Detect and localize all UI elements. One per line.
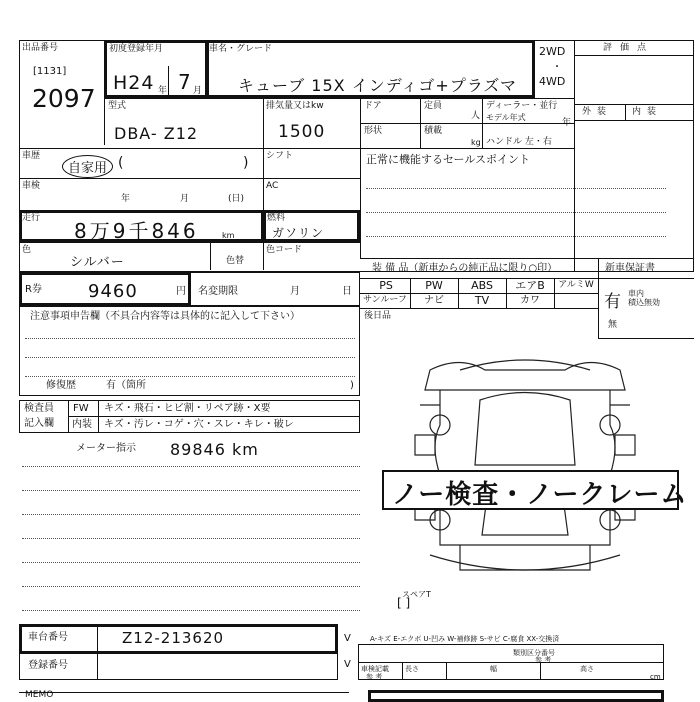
car-diagram	[400, 345, 650, 585]
displacement-label: 排気量又はkw	[266, 101, 324, 111]
bottom-col2: 長さ	[405, 665, 419, 673]
model-label: 型式	[108, 101, 127, 111]
equip-pw: PW	[425, 279, 443, 292]
inspection-year: 年	[121, 194, 131, 204]
history-label: 車歴	[22, 151, 41, 161]
shift-label: シフト	[266, 151, 294, 161]
shape-label: 形状	[364, 126, 383, 136]
load-label: 積載	[424, 126, 443, 136]
model-value: DBA- Z12	[114, 124, 199, 143]
color-tone-label: 色替	[226, 256, 245, 266]
warranty-label: 新車保証書	[605, 263, 655, 274]
notes-label: 注意事項申告欄（不具合内容等は具体的に記入して下さい）	[30, 311, 300, 322]
warranty-yes: 有	[604, 292, 621, 312]
spare-bracket: [ ]	[397, 596, 411, 610]
name-change-label: 名変期限	[198, 286, 238, 297]
equipment-label: 装 備 品（新車からの純正品に限り○印）	[372, 263, 558, 274]
registration-month-suffix: 月	[193, 86, 203, 96]
bottom-col3: 幅	[490, 665, 497, 673]
chassis-label: 車台番号	[28, 632, 68, 643]
model-year-unit: 年	[562, 118, 572, 128]
registration-label: 初度登録年月	[109, 44, 164, 54]
name-change-month: 月	[290, 286, 300, 297]
repair-label: 修復歴	[46, 380, 76, 391]
color-code-label: 色コード	[266, 245, 303, 255]
legend-text: A-キズ E-エクボ U-凹み W-補修跡 S-サビ C-腐食 XX-交換済	[370, 635, 560, 643]
meter-label: メーター指示	[76, 443, 136, 454]
memo-label: MEMO	[25, 690, 54, 700]
meter-value: 89846 km	[170, 440, 259, 459]
equip-leather: カワ	[520, 295, 540, 306]
mileage-unit: km	[222, 231, 235, 240]
fuel-value: ガソリン	[272, 226, 325, 240]
chassis-mark: V	[344, 633, 351, 644]
repair-close: )	[350, 380, 354, 391]
mileage-value: 8万9千846	[74, 219, 199, 243]
grade-label: 評価点	[603, 43, 655, 53]
inspector-fw-items: キズ・飛石・ヒビ割・リペア跡・X要	[104, 403, 271, 414]
inspector-fw: FW	[73, 403, 89, 414]
interior-label: 内装	[632, 107, 663, 117]
mileage-label: 走行	[22, 213, 41, 223]
drive-sep: ・	[552, 62, 562, 73]
equip-sunroof: サンルーフ	[363, 295, 407, 305]
bottom-unit: cm	[650, 673, 661, 681]
doors-label: ドア	[364, 101, 382, 111]
history-paren-close: )	[243, 155, 249, 171]
capacity-unit: 人	[471, 111, 481, 121]
warranty-no: 無	[608, 320, 618, 330]
color-label: 色	[22, 245, 32, 255]
registration-era: H24	[113, 72, 155, 94]
equip-abs: ABS	[471, 279, 493, 292]
displacement-value: 1500	[278, 122, 326, 142]
equip-navi: ナビ	[424, 295, 444, 306]
recycle-label: R券	[25, 284, 42, 295]
warranty-booklet2: 積込無効	[628, 298, 660, 307]
inspection-label: 車検	[22, 181, 41, 191]
inspector-interior-items: キズ・汚レ・コゲ・穴・スレ・キレ・破レ	[104, 419, 294, 430]
inspector-label2: 記入欄	[24, 418, 54, 429]
lot-number: 2097	[32, 84, 96, 113]
aftermarket-label: 後日品	[364, 311, 392, 321]
memo-box-right	[368, 690, 664, 702]
model-year-label: モデル年式	[486, 113, 526, 122]
selling-points-label: 正常に機能するセールスポイント	[366, 153, 531, 166]
ac-label: AC	[266, 181, 279, 191]
car-name-value: キューブ 15X インディゴ+プラズマ	[238, 76, 518, 95]
spare-label: スペアT	[402, 590, 431, 599]
lot-code: [1131]	[33, 66, 67, 77]
bottom-col5b: 参 考	[535, 656, 552, 664]
inspector-label1: 検査員	[24, 403, 54, 414]
warranty-booklet1: 車内	[628, 289, 644, 298]
stamp-text: ノー検査・ノークレーム	[392, 480, 688, 510]
recycle-value: 9460	[88, 281, 138, 302]
bottom-col1b: 参 考	[366, 673, 383, 681]
fuel-label: 燃料	[267, 213, 286, 223]
load-unit: kg	[471, 138, 481, 147]
registration-month: 7	[178, 70, 192, 94]
inspection-month: 月	[180, 194, 190, 204]
inspection-day: (日)	[228, 194, 245, 204]
bottom-col4: 高さ	[580, 665, 594, 673]
history-paren-open: (	[118, 155, 124, 171]
bottom-col1a: 車検記載	[361, 665, 389, 673]
inspector-interior: 内装	[72, 419, 92, 430]
exterior-label: 外装	[582, 107, 613, 117]
equip-airbag: エアB	[515, 279, 545, 292]
name-change-day: 日	[342, 286, 352, 297]
capacity-label: 定員	[424, 101, 443, 111]
color-value: シルバー	[70, 255, 125, 270]
drive-2wd: 2WD	[539, 45, 566, 58]
dealer-label: ディーラー・並行	[486, 101, 558, 111]
recycle-unit: 円	[176, 286, 186, 297]
bottom-col5a: 類別区分番号	[513, 649, 555, 657]
equip-alumi: アルミW	[558, 280, 594, 290]
car-name-label: 車名・グレード	[209, 44, 273, 54]
handle-label: ハンドル 左・右	[486, 137, 552, 147]
history-value: 自家用	[62, 155, 113, 178]
equip-tv: TV	[474, 294, 490, 307]
chassis-value: Z12-213620	[122, 629, 225, 647]
equip-ps: PS	[379, 279, 393, 292]
lot-label: 出品番号	[22, 43, 59, 53]
drive-4wd: 4WD	[539, 75, 566, 88]
repair-value: 有（箇所	[106, 380, 146, 391]
registration-year-suffix: 年	[158, 86, 168, 96]
plate-mark: V	[344, 659, 351, 670]
plate-label: 登録番号	[28, 660, 68, 671]
